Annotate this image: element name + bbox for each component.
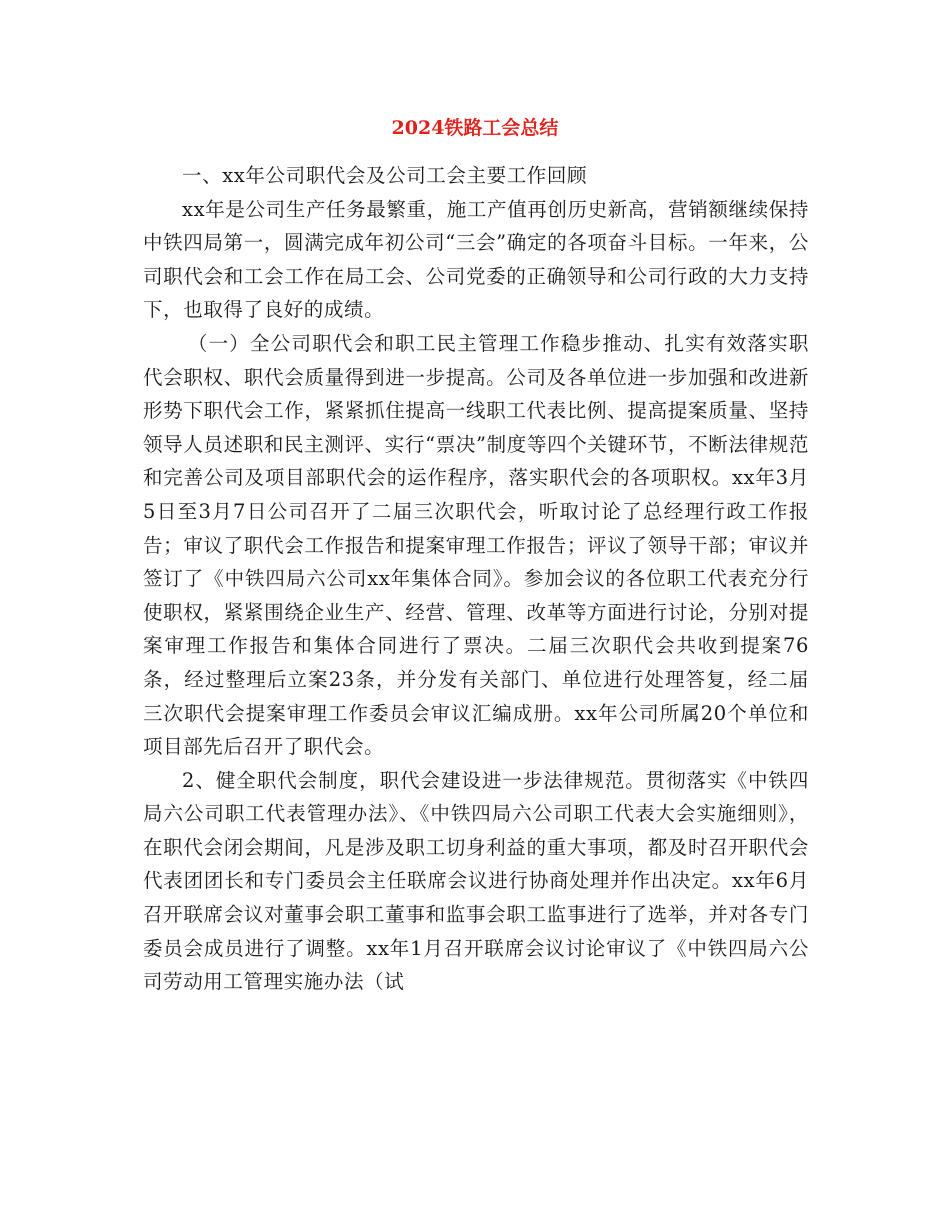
paragraph: （一）全公司职代会和职工民主管理工作稳步推动、扎实有效落实职代会职权、职代会质量得到进一步提高。公司及各单位进一步加强和改进新形势下职代会工作，紧紧抓住提高一线职工代表比例、提高提案质量、坚持领导人员述职和民主测评、实行“票决”制度等四个关键环节，不断法律规范和完善公司及项目部职代会的运作程序，落实职代会的各项职权。xx年3月5日至3月7日公司召开了二届三次职代会，听取讨论了总经理行政工作报告；审议了职代会工作报告和提案审理工作报告；评议了领导干部；审议并签订了《中铁四局六公司xx年集体合同》。参加会议的各位职工代表充分行使职权，紧紧围绕企业生产、经营、管理、改革等方面进行讨论，分别对提案审理工作报告和集体合同进行了票决。二届三次职代会共收到提案76条，经过整理后立案23条，并分发有关部门、单位进行处理答复，经二届三次职代会提案审理工作委员会审议汇编成册。xx年公司所属20个单位和项目部先后召开了职代会。 [143,331,809,759]
paragraph: xx年是公司生产任务最繁重，施工产值再创历史新高，营销额继续保持中铁四局第一，圆满完成年初公司“三会”确定的各项奋斗目标。一年来，公司职代会和工会工作在局工会、公司党委的正确领导和公司行政的大力支持下，也取得了良好的成绩。 [143,197,809,322]
document-title: 2024铁路工会总结 [391,117,559,139]
section-heading: 一、xx年公司职代会及公司工会主要工作回顾 [182,164,588,187]
document-body [143,159,809,999]
paragraph: 2、健全职代会制度，职代会建设进一步法律规范。贯彻落实《中铁四局六公司职工代表管理办法》、《中铁四局六公司职工代表大会实施细则》，在职代会闭会期间，凡是涉及职工切身利益的重大事项，都及时召开职代会代表团团长和专门委员会主任联席会议进行协商处理并作出决定。xx年6月召开联席会议对董事会职工董事和监事会职工监事进行了选举，并对各专门委员会成员进行了调整。xx年1月召开联席会议讨论审议了《中铁四局六公司劳动用工管理实施办法（试 [143,768,809,994]
